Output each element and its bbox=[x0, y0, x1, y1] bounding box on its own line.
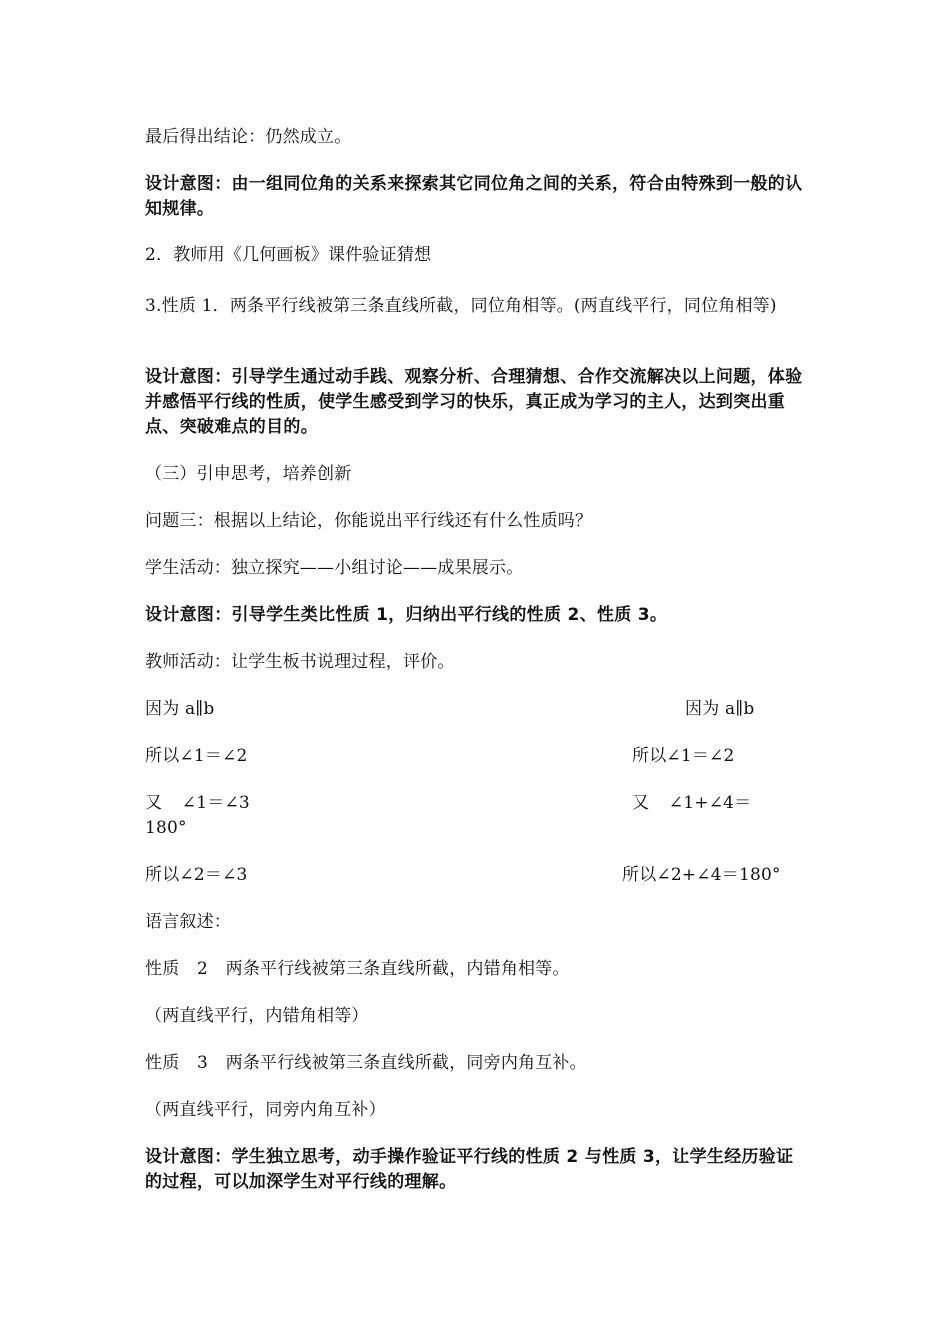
design-intent-1: 设计意图：由一组同位角的关系来探索其它同位角之间的关系，符合由特殊到一般的认知规律。 bbox=[145, 174, 803, 219]
property-1-text: 3.性质 1．两条平行线被第三条直线所截，同位角相等。(两直线平行，同位角相等) bbox=[145, 296, 777, 316]
proof-left-line-3: 又 ∠1＝∠3 bbox=[145, 793, 250, 813]
proof-right-line-3: 又 ∠1+∠4＝ bbox=[632, 793, 752, 813]
property-2-text: 性质 2 两条平行线被第三条直线所截，内错角相等。 bbox=[145, 959, 570, 979]
property-2-short: （两直线平行，内错角相等） bbox=[145, 1006, 369, 1026]
student-activity-text: 学生活动：独立探究——小组讨论——成果展示。 bbox=[145, 558, 524, 578]
proof-left-line-1: 因为 a∥b bbox=[145, 699, 215, 719]
language-statement-label: 语言叙述： bbox=[145, 912, 231, 932]
proof-right-line-1: 因为 a∥b bbox=[685, 699, 755, 719]
proof-right-line-2: 所以∠1＝∠2 bbox=[632, 746, 735, 766]
property-3-short: （两直线平行，同旁内角互补） bbox=[145, 1100, 386, 1120]
proof-left-line-2: 所以∠1＝∠2 bbox=[145, 746, 248, 766]
conclusion-text: 最后得出结论：仍然成立。 bbox=[145, 127, 352, 147]
teacher-verify-text: 2．教师用《几何画板》课件验证猜想 bbox=[145, 245, 432, 265]
design-intent-3: 设计意图：引导学生类比性质 1，归纳出平行线的性质 2、性质 3。 bbox=[145, 605, 668, 625]
teacher-activity-text: 教师活动：让学生板书说理过程，评价。 bbox=[145, 652, 455, 672]
property-3-text: 性质 3 两条平行线被第三条直线所截，同旁内角互补。 bbox=[145, 1053, 587, 1073]
proof-left-line-4: 所以∠2＝∠3 bbox=[145, 865, 248, 885]
section-heading-3: （三）引申思考，培养创新 bbox=[145, 464, 352, 484]
design-intent-2: 设计意图：引导学生通过动手践、观察分析、合理猜想、合作交流解决以上问题，体验并感悟平行线的性质，使学生感受到学习的快乐，真正成为学习的主人，达到突出重点、突破难点的目的。 bbox=[145, 367, 803, 437]
proof-right-line-3-wrap: 180° bbox=[145, 818, 187, 838]
question-3-text: 问题三：根据以上结论，你能说出平行线还有什么性质吗？ bbox=[145, 511, 593, 531]
design-intent-4: 设计意图：学生独立思考，动手操作验证平行线的性质 2 与性质 3，让学生经历验证的过程，可以加深学生对平行线的理解。 bbox=[145, 1147, 794, 1192]
proof-right-line-4: 所以∠2+∠4＝180° bbox=[622, 865, 781, 885]
